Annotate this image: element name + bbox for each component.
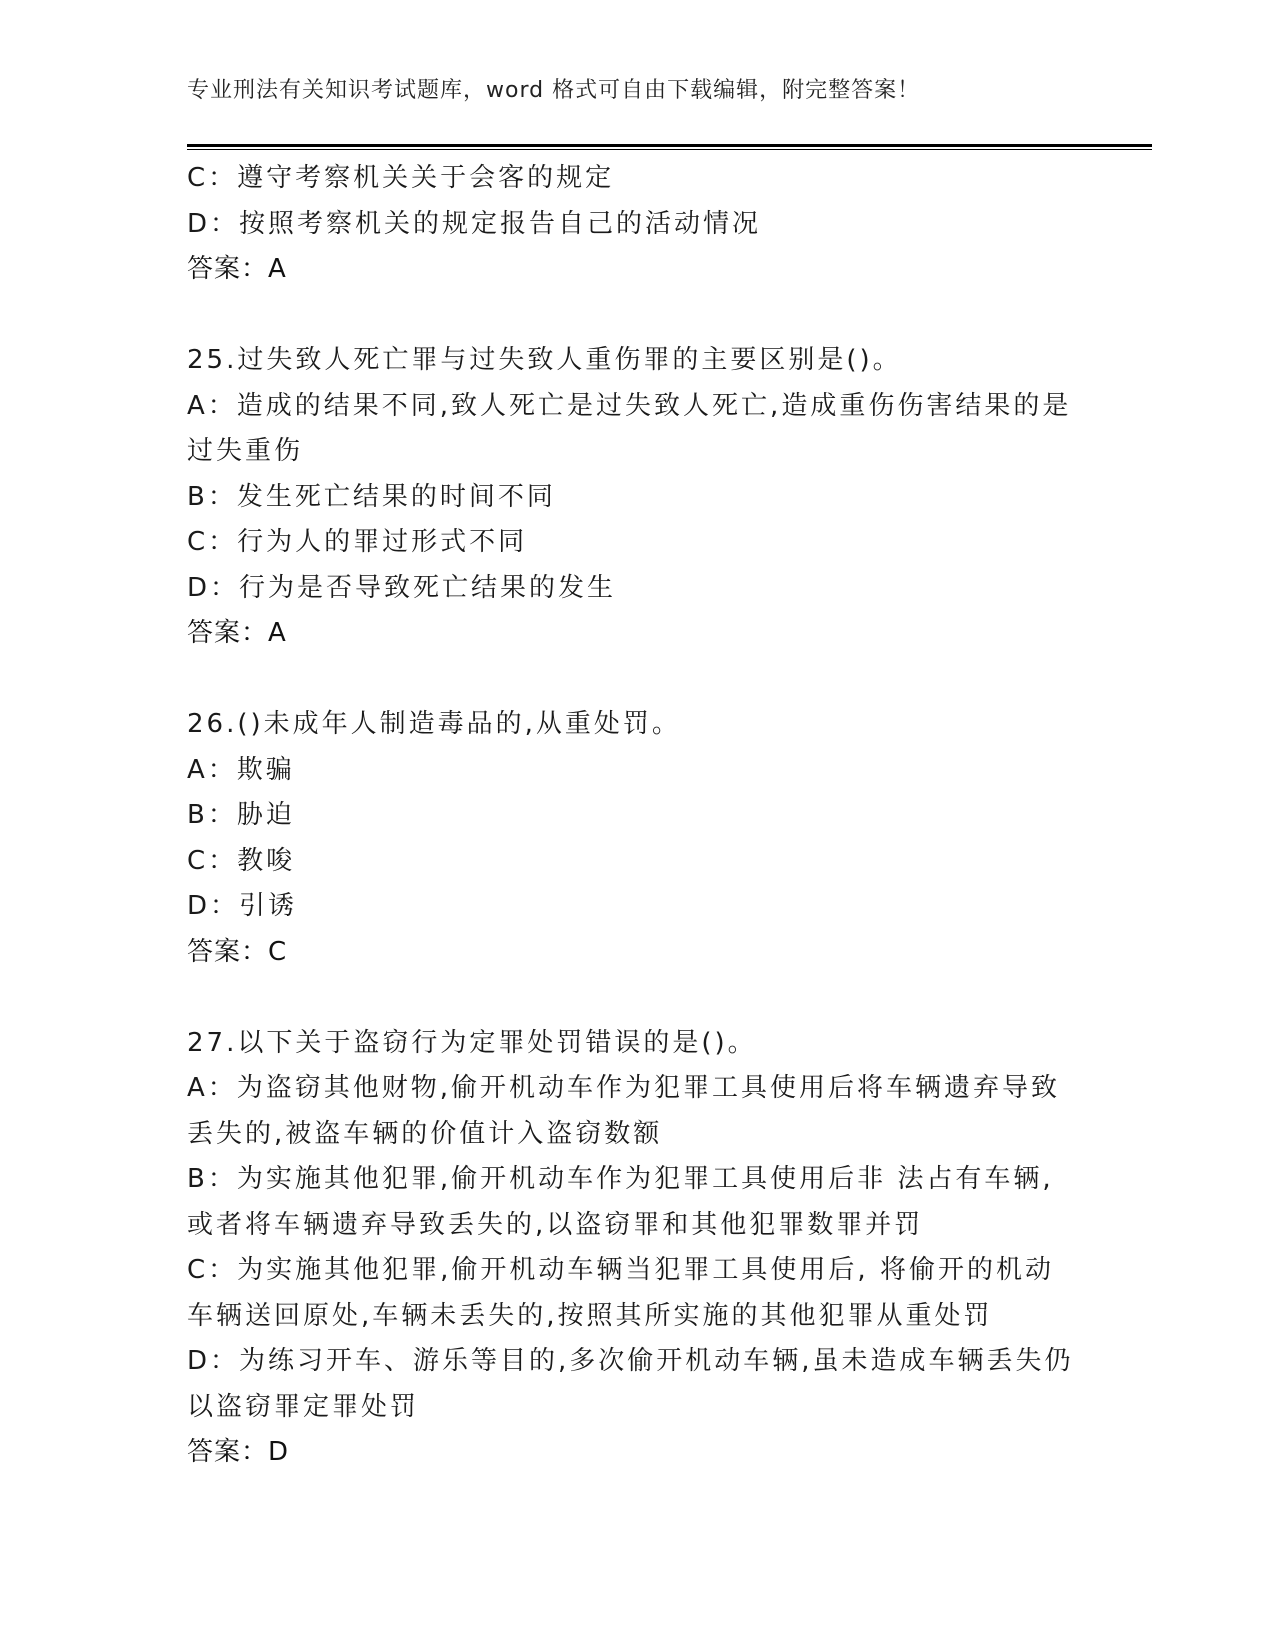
option-a-line-1: A：造成的结果不同,致人死亡是过失致人死亡,造成重伤伤害结果的是 bbox=[187, 390, 1072, 421]
header-rule-thin bbox=[187, 149, 1152, 150]
option-d: D：按照考察机关的规定报告自己的活动情况 bbox=[187, 208, 762, 239]
question-content bbox=[187, 156, 1087, 1476]
option-d: D：行为是否导致死亡结果的发生 bbox=[187, 572, 617, 603]
question-text: 25.过失致人死亡罪与过失致人重伤罪的主要区别是()。 bbox=[187, 345, 902, 375]
page-header: 专业刑法有关知识考试题库，word 格式可自由下载编辑，附完整答案！ bbox=[187, 78, 921, 103]
option-c: C：遵守考察机关关于会客的规定 bbox=[187, 163, 615, 193]
answer-line: 答案：A bbox=[187, 254, 287, 284]
option-b-line-2: 或者将车辆遗弃导致丢失的,以盗窃罪和其他犯罪数罪并罚 bbox=[187, 1209, 924, 1240]
option-c-line-1: C：为实施其他犯罪,偷开机动车辆当犯罪工具使用后, 将偷开的机动 bbox=[187, 1255, 1054, 1285]
option-b: B：发生死亡结果的时间不同 bbox=[187, 481, 556, 512]
option-c-line-2: 车辆送回原处,车辆未丢失的,按照其所实施的其他犯罪从重处罚 bbox=[187, 1300, 993, 1331]
option-d-line-2: 以盗窃罪定罪处罚 bbox=[187, 1391, 420, 1422]
answer-line: 答案：C bbox=[187, 936, 288, 967]
question-text: 27.以下关于盗窃行为定罪处罚错误的是()。 bbox=[187, 1027, 757, 1058]
option-b-line-1: B：为实施其他犯罪,偷开机动车作为犯罪工具使用后非 法占有车辆, bbox=[187, 1164, 1054, 1194]
spacer bbox=[187, 293, 1087, 339]
question-25 bbox=[187, 338, 1087, 657]
option-a-line-2: 丢失的,被盗车辆的价值计入盗窃数额 bbox=[187, 1118, 663, 1149]
option-a: A：欺骗 bbox=[187, 754, 295, 785]
option-d: D：引诱 bbox=[187, 891, 298, 921]
header-rule-thick bbox=[187, 144, 1152, 147]
option-c: C：教唆 bbox=[187, 845, 296, 876]
question-27 bbox=[187, 1021, 1087, 1476]
option-a-line-2: 过失重伤 bbox=[187, 436, 304, 466]
spacer bbox=[187, 975, 1087, 1021]
spacer bbox=[187, 657, 1087, 703]
option-a-line-1: A：为盗窃其他财物,偷开机动车作为犯罪工具使用后将车辆遗弃导致 bbox=[187, 1073, 1061, 1103]
option-c: C：行为人的罪过形式不同 bbox=[187, 527, 528, 557]
question-24-tail bbox=[187, 156, 1087, 293]
option-d-line-1: D：为练习开车、游乐等目的,多次偷开机动车辆,虽未造成车辆丢失仍 bbox=[187, 1346, 1074, 1376]
answer-line: 答案：D bbox=[187, 1437, 290, 1467]
question-text: 26.()未成年人制造毒品的,从重处罚。 bbox=[187, 709, 681, 739]
answer-line: 答案：A bbox=[187, 618, 287, 648]
option-b: B：胁迫 bbox=[187, 800, 295, 830]
question-26 bbox=[187, 702, 1087, 975]
